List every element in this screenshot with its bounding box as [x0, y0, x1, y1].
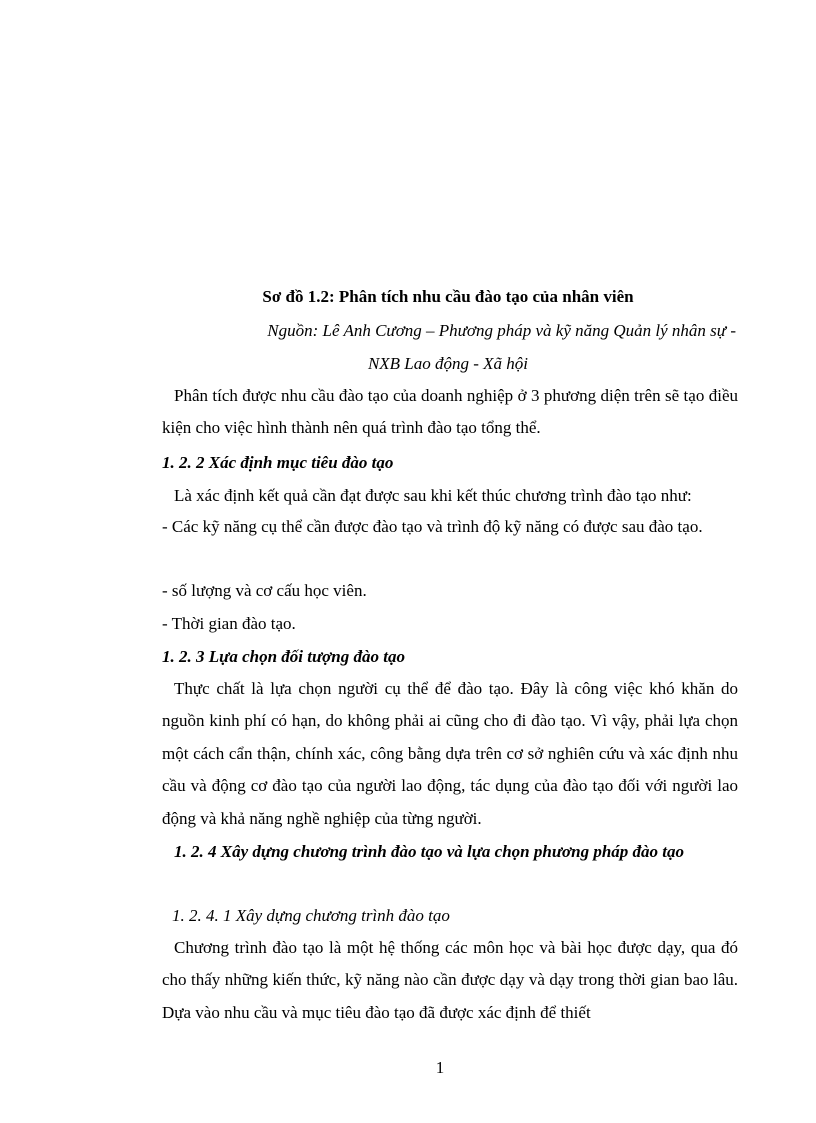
list-item-students: - số lượng và cơ cấu học viên.: [162, 581, 367, 600]
list-item-skills: - Các kỹ năng cụ thể cần được đào tạo và trình độ kỹ năng có được sau đào tạo.: [162, 517, 703, 536]
heading-1-2-4-1: 1. 2. 4. 1 Xây dựng chương trình đào tạo: [172, 906, 450, 925]
diagram-caption-title: Sơ đồ 1.2: Phân tích nhu cầu đào tạo của nhân viên: [262, 287, 634, 306]
page-number: 1: [435, 1058, 445, 1077]
heading-1-2-2: 1. 2. 2 Xác định mục tiêu đào tạo: [162, 453, 394, 472]
paragraph-analysis-summary: Phân tích được nhu cầu đào tạo của doanh nghiệp ở 3 phương diện trên sẽ tạo điều kiện cho việc hình thành nên quá trình đào tạo tổng thể.: [162, 386, 738, 438]
diagram-caption-source-line2: NXB Lao động - Xã hội: [367, 354, 529, 373]
paragraph-objectives-intro: Là xác định kết quả cần đạt được sau khi kết thúc chương trình đào tạo như:: [174, 486, 692, 505]
paragraph-trainee-selection: Thực chất là lựa chọn người cụ thể để đào tạo. Đây là công việc khó khăn do nguồn kinh phí có hạn, do không phải ai cũng cho đi đào tạo. Vì vậy, phải lựa chọn một cách cẩn thận, chính xác, công bằng dựa trên cơ sở nghiên cứu và xác định nhu cầu và động cơ đào tạo của người lao động, tác dụng của đào tạo đối với người lao động và khả năng nghề nghiệp của từng người.: [162, 679, 738, 828]
diagram-caption-source-line1: Nguồn: Lê Anh Cương – Phương pháp và kỹ năng Quản lý nhân sự -: [267, 321, 736, 340]
paragraph-program-definition: Chương trình đào tạo là một hệ thống các môn học và bài học được dạy, qua đó cho thấy những kiến thức, kỹ năng nào cần được dạy và dạy trong thời gian bao lâu. Dựa vào nhu cầu và mục tiêu đào tạo đã được xác định để thiết: [162, 938, 738, 1022]
list-item-duration: - Thời gian đào tạo.: [162, 614, 296, 633]
heading-1-2-3: 1. 2. 3 Lựa chọn đối tượng đào tạo: [162, 647, 405, 666]
heading-1-2-4: 1. 2. 4 Xây dựng chương trình đào tạo và lựa chọn phương pháp đào tạo: [174, 842, 685, 861]
